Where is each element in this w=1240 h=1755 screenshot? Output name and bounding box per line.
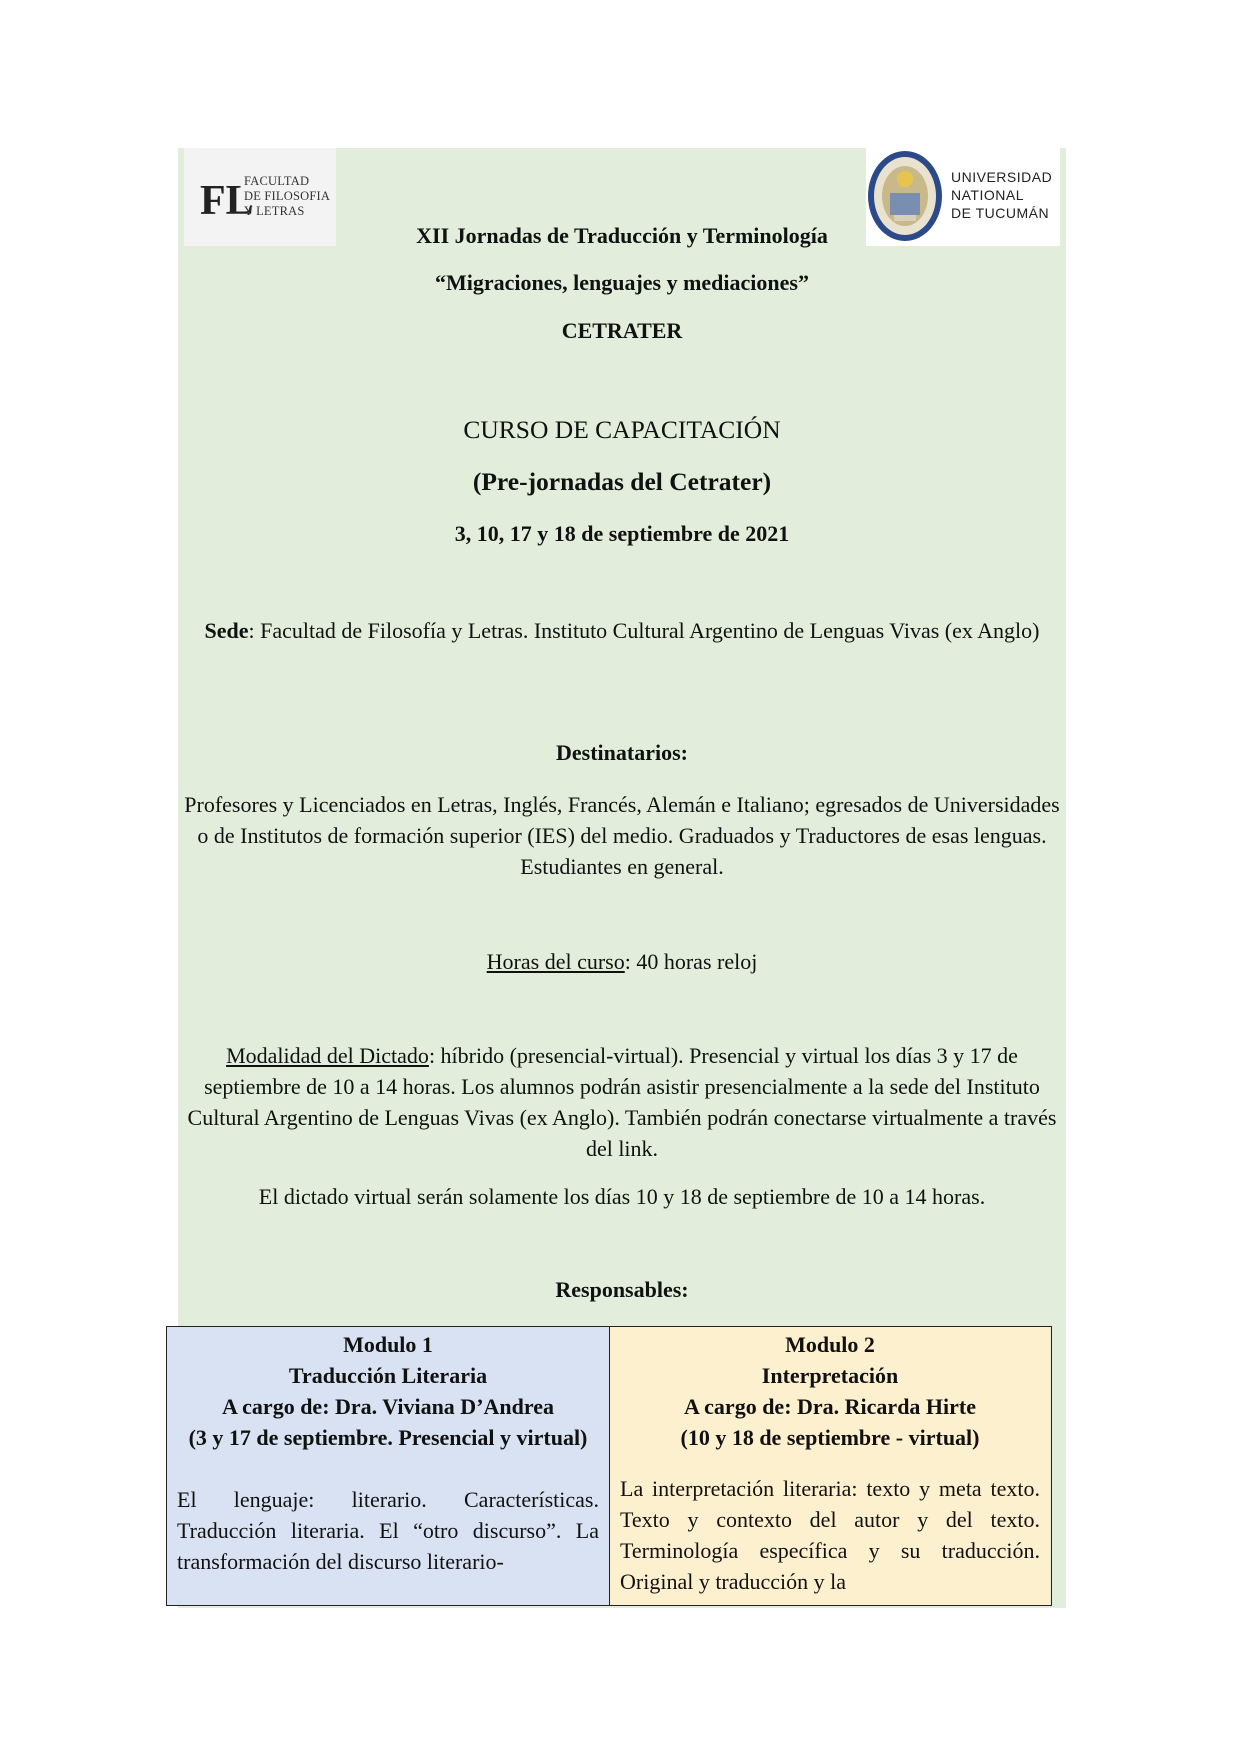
sede-text: : Facultad de Filosofía y Letras. Instituto Cultural Argentino de Lenguas Vivas (ex Anglo) — [248, 618, 1040, 643]
course-subtitle: (Pre-jornadas del Cetrater) — [472, 467, 772, 496]
horas-label: Horas del curso — [486, 949, 625, 974]
module-1-name: Traducción Literaria — [288, 1363, 488, 1388]
modalidad-label: Modalidad del Dictado — [226, 1043, 429, 1068]
modalidad-section — [182, 1040, 1062, 1164]
course-title: CURSO DE CAPACITACIÓN — [463, 415, 781, 444]
sede-label: Sede — [204, 618, 249, 643]
sede-section — [182, 615, 1062, 646]
module-2-cell — [610, 1327, 1050, 1605]
module-2-dates: (10 y 18 de septiembre - virtual) — [680, 1425, 980, 1450]
event-subtitle: “Migraciones, lenguajes y mediaciones” — [435, 270, 809, 295]
module-2-body: La interpretación literaria: texto y meta texto. Texto y contexto del autor y del texto. Terminología específica y su traducción. Original y traducción y la — [620, 1476, 1040, 1594]
module-1-title: Modulo 1 — [343, 1332, 433, 1357]
event-organizer: CETRATER — [561, 318, 683, 343]
destinatarios-text: Profesores y Licenciados en Letras, Inglés, Francés, Alemán e Italiano; egresados de Universidades o de Institutos de formación superior (IES) del medio. Graduados y Traductores de esas lenguas. Estudiantes en general. — [184, 792, 1060, 879]
ffyl-logo-text: FACULTAD DE FILOSOFIA Y LETRAS — [244, 174, 331, 218]
modalidad-text: : híbrido (presencial-virtual). Presencial y virtual los días 3 y 17 de septiembre de 10 a 14 horas. Los alumnos podrán asistir presencialmente a la sede del Instituto Cultural Argentino de Lenguas Vivas (ex Anglo). También podrán conectarse virtualmente a través del link. — [187, 1043, 1057, 1161]
ffyl-monogram-icon — [198, 174, 254, 224]
module-1-cell — [167, 1327, 610, 1605]
horas-text: : 40 horas reloj — [624, 949, 758, 974]
event-title: XII Jornadas de Traducción y Terminología — [416, 223, 828, 248]
module-2-cargo: A cargo de: Dra. Ricarda Hirte — [683, 1394, 977, 1419]
unt-logo-text: UNIVERSIDAD NATIONAL DE TUCUMÁN — [951, 169, 1053, 221]
horas-section — [182, 946, 1062, 977]
module-1-dates: (3 y 17 de septiembre. Presencial y virtual) — [188, 1425, 588, 1450]
module-2-name: Interpretación — [761, 1363, 899, 1388]
module-2-header — [610, 1329, 1050, 1453]
virtual-schedule-text: El dictado virtual serán solamente los días 10 y 18 de septiembre de 10 a 14 horas. — [258, 1184, 986, 1209]
modules-table — [166, 1326, 1052, 1606]
svg-text:FL: FL — [200, 178, 254, 224]
module-1-body: El lenguaje: literario. Características. Traducción literaria. El “otro discurso”. La transformación del discurso literario- — [177, 1487, 599, 1574]
course-dates: 3, 10, 17 y 18 de septiembre de 2021 — [454, 521, 790, 546]
module-1-cargo: A cargo de: Dra. Viviana D’Andrea — [221, 1394, 555, 1419]
module-2-title: Modulo 2 — [785, 1332, 875, 1357]
responsables-heading: Responsables: — [555, 1277, 689, 1302]
destinatarios-heading: Destinatarios: — [556, 740, 688, 765]
module-1-header — [167, 1329, 609, 1453]
